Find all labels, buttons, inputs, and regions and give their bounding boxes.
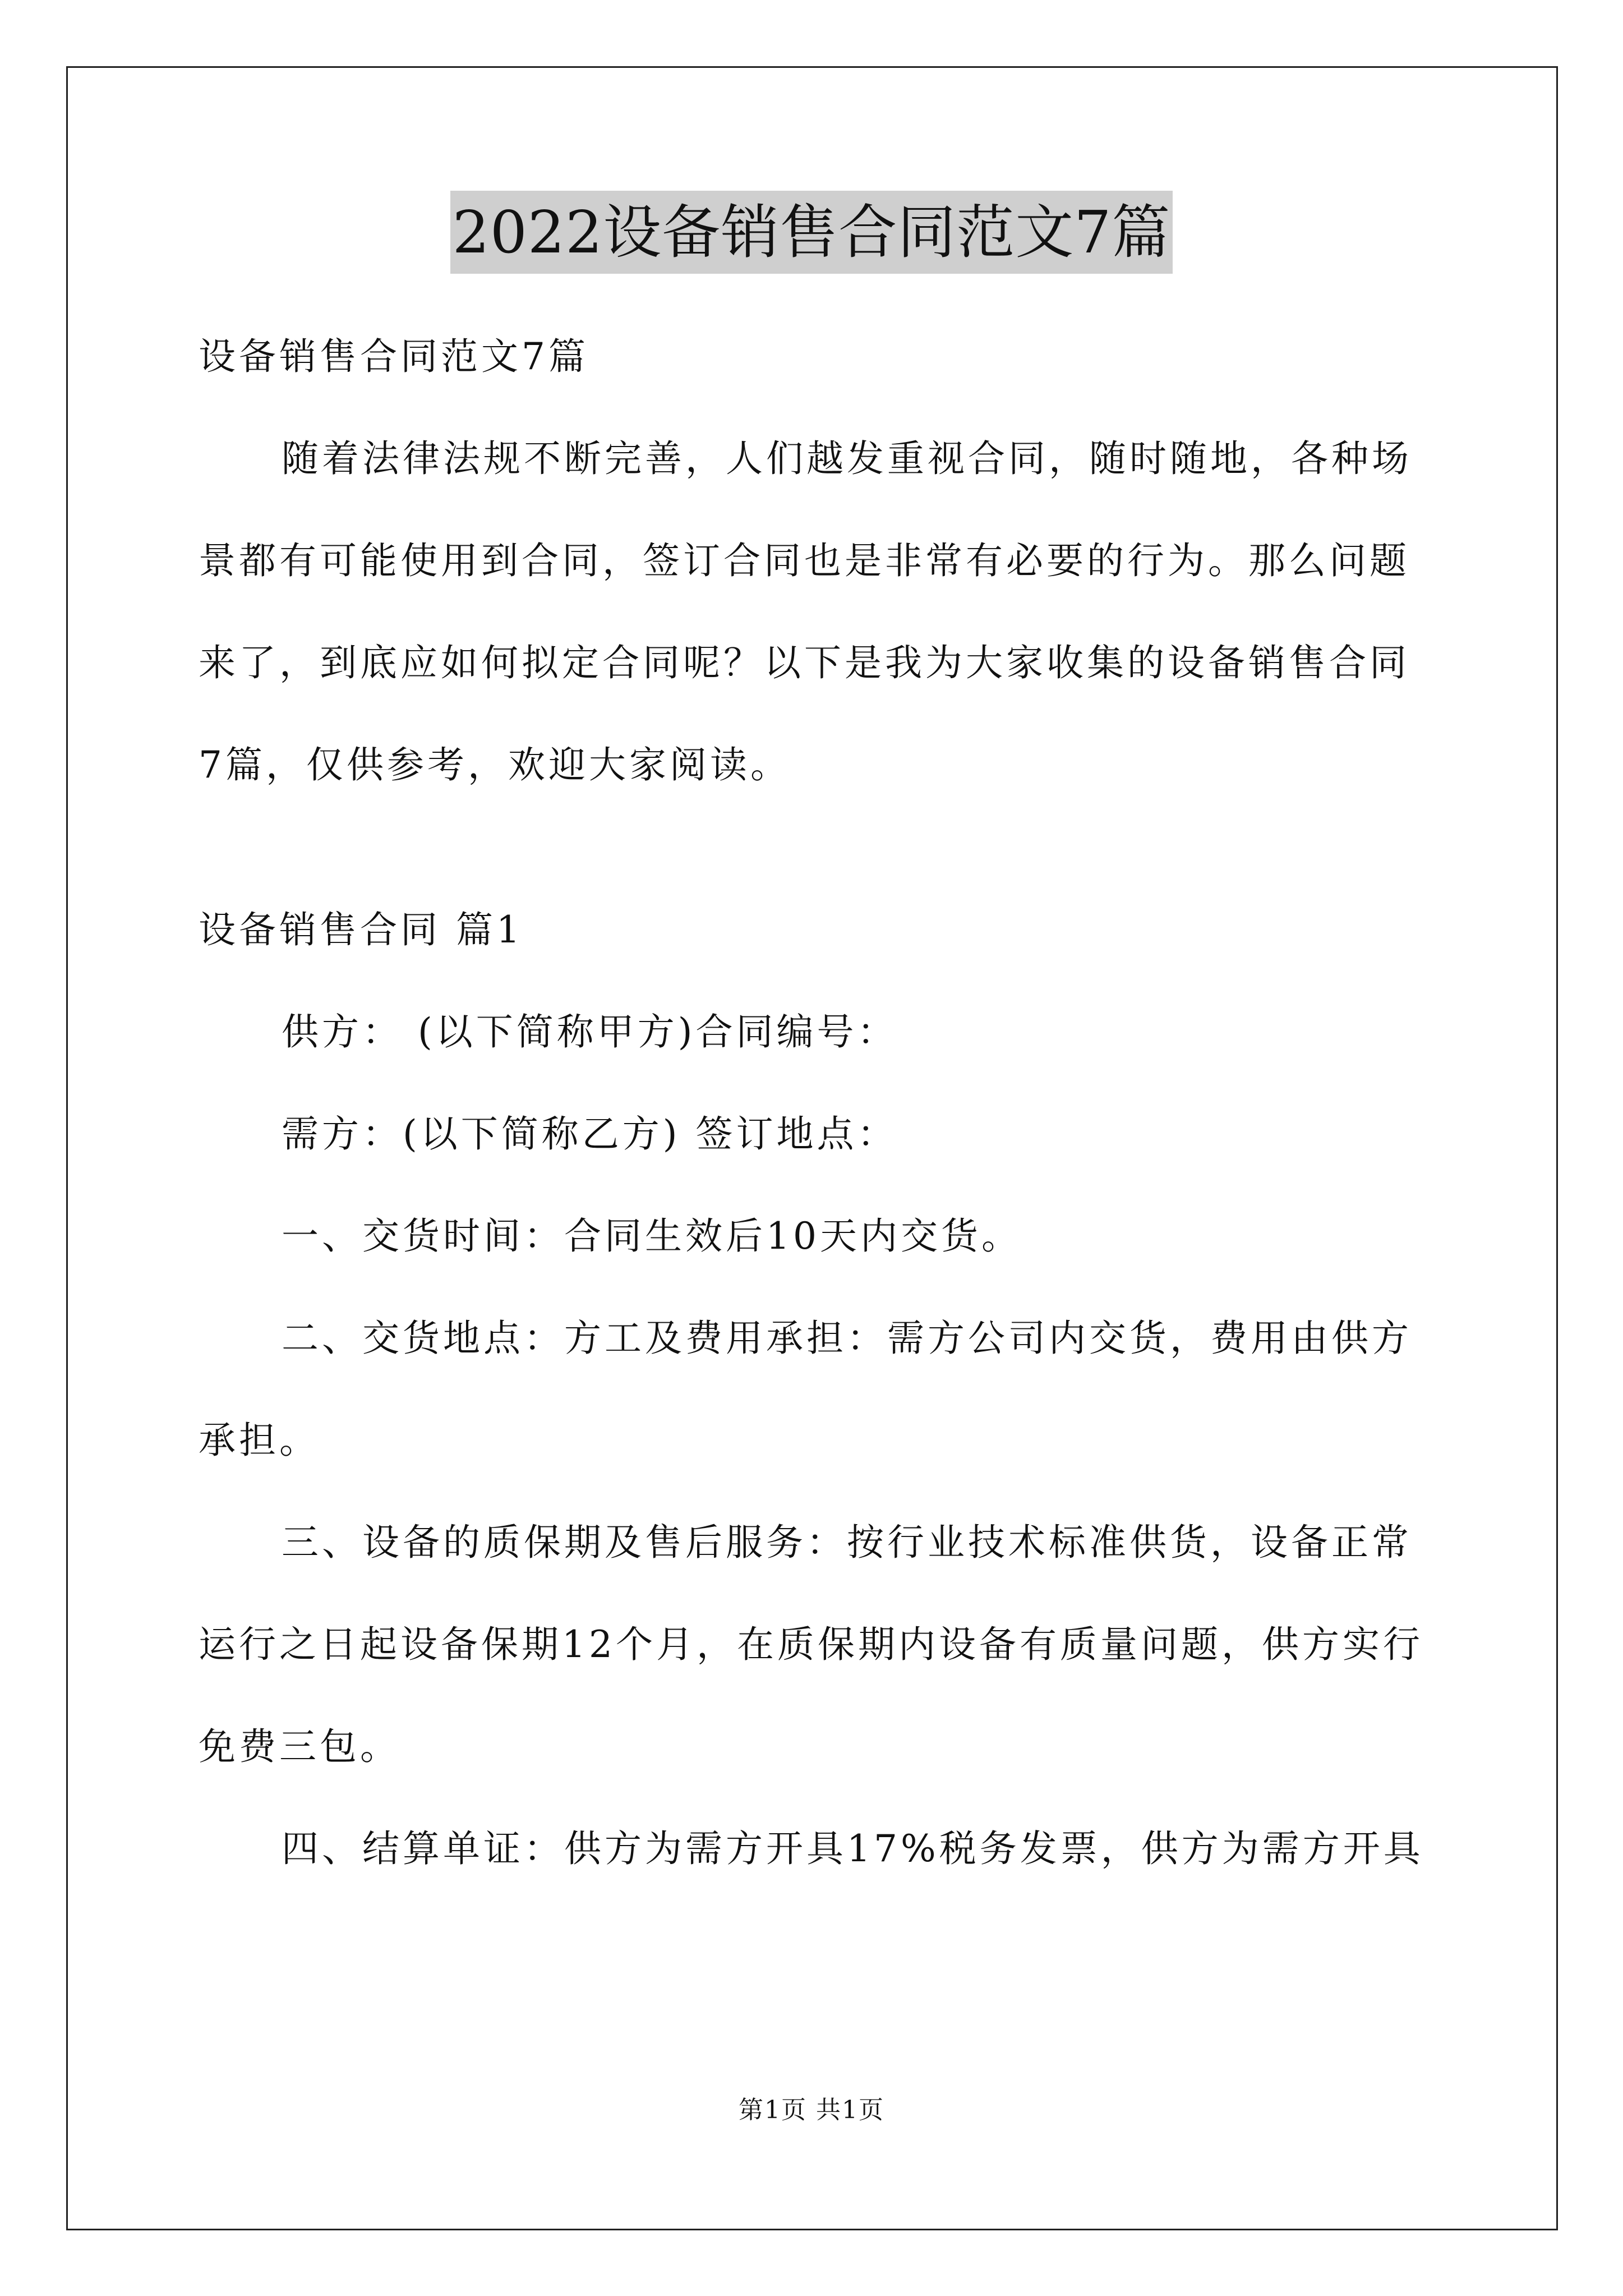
clause-line: 二、交货地点：方工及费用承担：需方公司内交货，费用由供方 <box>282 1317 1412 1360</box>
clause-line: 免费三包。 <box>199 1725 400 1768</box>
clause-settlement: 四、结算单证：供方为需方开具17%税务发票，供方为需方开具 <box>282 1827 1424 1870</box>
intro-line: 7篇，仅供参考，欢迎大家阅读。 <box>199 743 791 786</box>
clause-delivery-location <box>199 1287 1427 1492</box>
title-container <box>0 191 1623 274</box>
section-heading: 设备销售合同 篇1 <box>199 908 523 951</box>
document-body <box>199 306 1427 1900</box>
clause-line: 运行之日起设备保期12个月，在质保期内设备有质量问题，供方实行 <box>199 1623 1423 1666</box>
clause-line: 承担。 <box>199 1419 320 1462</box>
document-title: 2022设备销售合同范文7篇 <box>450 191 1173 274</box>
page-footer <box>0 2090 1623 2125</box>
intro-line: 随着法律法规不断完善，人们越发重视合同，随时随地，各种场 <box>282 437 1412 480</box>
clause-list <box>199 981 1427 1900</box>
intro-paragraph <box>199 408 1427 816</box>
intro-line: 景都有可能使用到合同，签订合同也是非常有必要的行为。那么问题 <box>199 539 1410 582</box>
page-number: 第1页 共1页 <box>739 2096 884 2124</box>
section-spacer <box>199 816 1427 879</box>
document-subtitle: 设备销售合同范文7篇 <box>199 335 589 378</box>
intro-line: 来了，到底应如何拟定合同呢？以下是我为大家收集的设备销售合同 <box>199 641 1410 684</box>
clause-line: 三、设备的质保期及售后服务：按行业技术标准供货，设备正常 <box>282 1521 1412 1564</box>
clause-supplier: 供方： (以下简称甲方)合同编号： <box>282 1010 898 1053</box>
clause-delivery-time: 一、交货时间：合同生效后10天内交货。 <box>282 1214 1022 1258</box>
clause-warranty <box>199 1492 1427 1798</box>
clause-buyer: 需方：(以下简称乙方) 签订地点： <box>282 1112 898 1156</box>
